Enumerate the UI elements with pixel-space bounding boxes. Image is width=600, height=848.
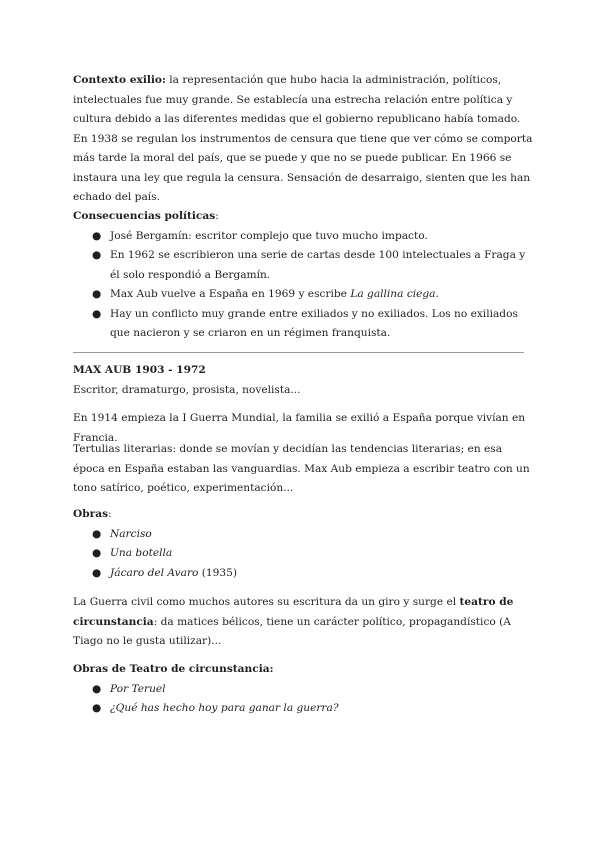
list-item: ● Hay un conflicto muy grande entre exiliados y no exiliados. Los no exiliados que nacieron y se criaron en un régimen franquista.	[73, 305, 535, 344]
list-item: ● Por Teruel	[73, 680, 535, 700]
bullet-icon: ●	[92, 307, 102, 320]
list-item: ● En 1962 se escribieron una serie de cartas desde 100 intelectuales a Fraga y él solo respondió a Bergamín.	[73, 246, 535, 285]
list-item: ● José Bergamín: escritor complejo que tuvo mucho impacto.	[73, 227, 535, 247]
maxaub-p2: Tertulias literarias: donde se movían y decidían las tendencias literarias; en esa época en España estaban las vanguardias. Max Aub empieza a escribir teatro con un tono satírico, poético, experimentación...	[73, 443, 530, 494]
horizontal-divider	[73, 352, 524, 353]
bullet-icon: ●	[92, 547, 102, 559]
maxaub-heading-block	[73, 361, 535, 400]
bullet-icon: ●	[92, 229, 102, 242]
contexto-label: Contexto exilio:	[73, 74, 166, 86]
obras-label: Obras	[73, 508, 109, 520]
maxaub-p1: En 1914 empieza la I Guerra Mundial, la familia se exilió a España porque vivían en Francia.	[73, 412, 526, 444]
roles-text: Escritor, dramaturgo, prosista, novelista...	[73, 383, 301, 396]
circunstancia-label: Obras de Teatro de circunstancia:	[73, 663, 274, 675]
guerra-paragraph: La Guerra civil como muchos autores su escritura da un giro y surge el teatro de circunstancia: da matices bélicos, tiene un carácter político, propagandístico (A Tiago no le gusta utilizar)...	[73, 596, 514, 647]
circunstancia-list	[73, 680, 535, 719]
list-item: ● Max Aub vuelve a España en 1969 y escribe La gallina ciega.	[73, 285, 535, 305]
contexto-text: la representación que hubo hacia la administración, políticos, intelectuales fue muy grande. Se establecía una estrecha relación entre política y cultura debido a las diferentes medidas que el gobierno republicano había tomado. En 1938 se regulan los instrumentos de censura que tiene que ver cómo se comporta más tarde la moral del país, que se puede y que no se puede publicar. En 1966 se instaura una ley que regula la censura. Sensación de desarraigo, sienten que les han echado del país.	[73, 74, 533, 203]
consecuencias-section: Consecuencias políticas: ● José Bergamín: escritor complejo que tuvo mucho impacto. ● En 1962 se escribieron una serie de cartas desde 100 intelectuales a Fraga y él solo respondió a Bergamín. ● Max Aub vuelve a España en 1969 y escribe La gallina ciega. ● Hay un conflicto muy grande entre exiliados y no exiliados. Los no exiliados que nacieron y se criaron en un régimen franquista.	[73, 207, 535, 344]
contexto-paragraph	[73, 71, 535, 208]
consecuencias-list	[73, 227, 535, 344]
bullet-icon: ●	[92, 566, 102, 579]
bullet-icon: ●	[92, 249, 102, 261]
bullet-icon: ●	[92, 288, 102, 300]
consecuencias-label: Consecuencias políticas	[73, 210, 216, 222]
bullet-icon: ●	[92, 527, 102, 540]
bullet-icon: ●	[92, 702, 102, 714]
section-heading: MAX AUB 1903 - 1972	[73, 364, 206, 376]
circunstancia-section	[73, 660, 535, 719]
obras-list	[73, 525, 535, 584]
list-item: ● Una botella	[73, 544, 535, 564]
list-item: ● ¿Qué has hecho hoy para ganar la guerra?	[73, 699, 535, 719]
obras-section: Obras: ● Narciso ● Una botella ● Jácaro del Avaro (1935)	[73, 505, 535, 583]
list-item: ● Narciso	[73, 525, 535, 545]
bullet-icon: ●	[92, 682, 102, 695]
list-item: ● Jácaro del Avaro (1935)	[73, 564, 535, 584]
